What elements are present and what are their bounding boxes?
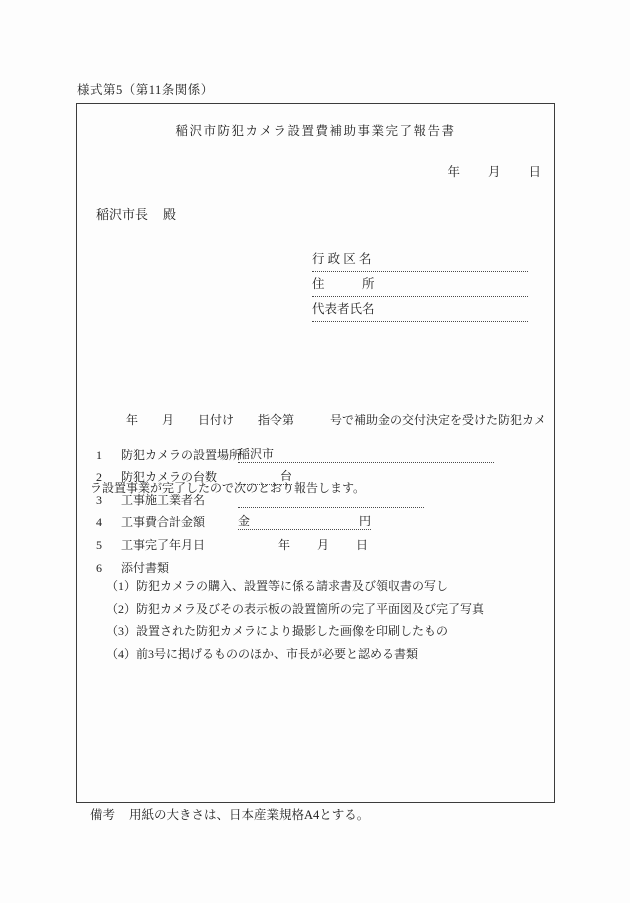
installation-place-blank: 稲沢市 (238, 445, 494, 463)
item-completion-date (96, 530, 494, 553)
form-number-label: 様式第5（第11条関係） (77, 83, 214, 97)
report-items (96, 440, 494, 576)
body-line-1: 年 月 日付け 指令第 号で補助金の交付決定を受けた防犯カメ (90, 413, 547, 427)
document-title: 稲沢市防犯カメラ設置費補助事業完了報告書 (175, 124, 456, 138)
item-attached-documents (96, 553, 494, 576)
item-label: 添付書類 (121, 560, 170, 575)
total-cost-blank (238, 512, 371, 530)
attachment-item-2: （2）防犯カメラ及びその表示板の設置箇所の完了平面図及び完了写真 (106, 601, 485, 616)
report-form-frame (76, 103, 555, 803)
remarks-label: 備考 (90, 808, 116, 822)
completion-date-blank: 年 月 日 (278, 537, 370, 552)
remarks-row (90, 805, 369, 823)
item-label: 防犯カメラの台数 (121, 470, 218, 485)
camera-count-blank: 台 (238, 467, 292, 485)
item-number: 3 (96, 492, 102, 507)
addressee-name: 稲沢市長 (96, 207, 149, 222)
item-number: 5 (96, 537, 102, 552)
currency-prefix: 金 (238, 514, 251, 529)
applicant-fields (312, 247, 528, 322)
item-installation-place (96, 440, 494, 463)
address-field: 住 所 (312, 272, 528, 297)
addressee-honorific: 殿 (163, 207, 177, 222)
representative-name-field: 代表者氏名 (312, 297, 528, 322)
body-line-2: ラ設置事業が完了したので次のとおり報告します。 (90, 480, 366, 495)
report-date-blank: 年 月 日 (447, 165, 542, 179)
attachment-list (106, 575, 484, 666)
currency-suffix: 円 (358, 514, 371, 529)
item-number: 2 (96, 470, 102, 485)
remarks-text: 用紙の大きさは、日本産業規格A4とする。 (129, 808, 370, 822)
attachment-item-3: （3）設置された防犯カメラにより撮影した画像を印刷したもの (106, 624, 449, 639)
item-total-cost (96, 508, 494, 531)
district-name-field: 行 政 区 名 (312, 247, 528, 272)
item-label: 工事費合計金額 (121, 515, 206, 530)
item-camera-count (96, 463, 494, 486)
item-label: 工事施工業者名 (121, 492, 206, 507)
item-contractor-name (96, 485, 494, 508)
item-number: 6 (96, 560, 102, 575)
item-number: 1 (96, 447, 102, 462)
attachment-item-4: （4）前3号に掲げるもののほか、市長が必要と認める書類 (106, 647, 419, 662)
item-label: 防犯カメラの設置場所 (121, 447, 242, 462)
item-number: 4 (96, 515, 102, 530)
attachment-item-1: （1）防犯カメラの購入、設置等に係る請求書及び領収書の写し (106, 579, 449, 593)
item-label: 工事完了年月日 (121, 537, 206, 552)
contractor-name-blank (238, 507, 424, 508)
addressee-row (96, 204, 176, 223)
